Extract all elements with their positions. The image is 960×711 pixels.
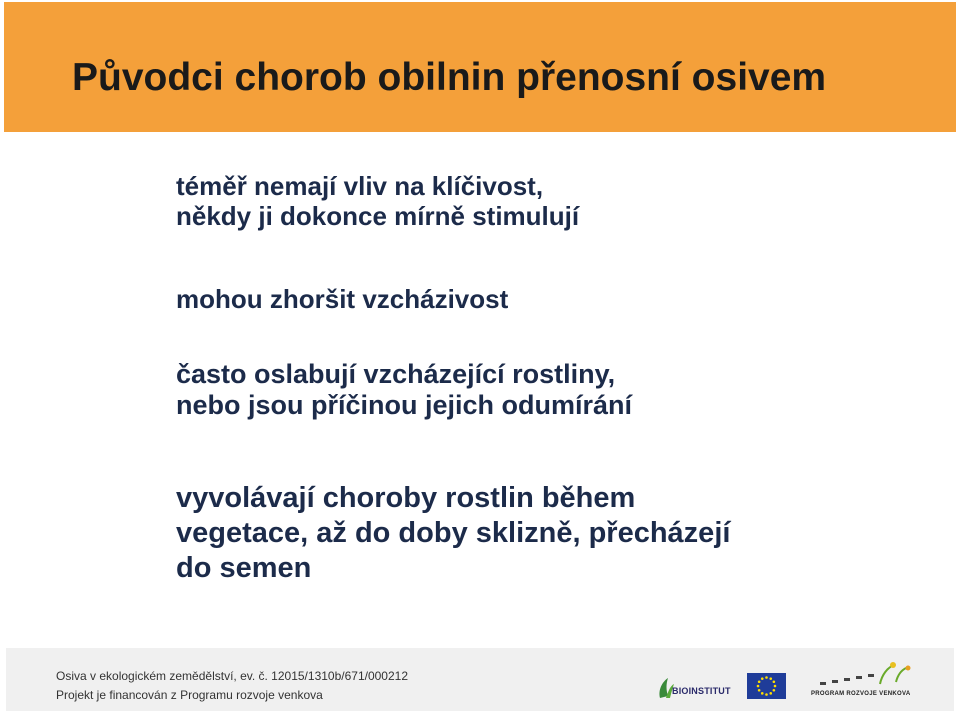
- bullet-line: mohou zhoršit vzcházivost: [176, 284, 509, 314]
- bullet-point-1: [176, 172, 579, 232]
- bullet-line: často oslabují vzcházející rostliny,: [176, 359, 616, 389]
- bullet-line: téměř nemají vliv na klíčivost,: [176, 171, 544, 201]
- page-title: Původci chorob obilnin přenosní osivem: [72, 56, 827, 99]
- footer-funding-text: Projekt je financován z Programu rozvoje venkova: [56, 688, 323, 702]
- bullet-point-4: [176, 481, 730, 585]
- footer-project-text: Osiva v ekologickém zemědělství, ev. č. 12015/1310b/671/000212: [56, 669, 408, 683]
- bullet-line: do semen: [176, 551, 312, 584]
- bullet-point-2: [176, 285, 508, 315]
- bullet-line: nebo jsou příčinou jejich odumírání: [176, 390, 633, 421]
- eu-flag-icon: [747, 673, 786, 699]
- bullet-point-3: [176, 359, 632, 421]
- prv-logo-text: PROGRAM ROZVOJE VENKOVA: [811, 691, 911, 697]
- prv-logo-icon: [810, 660, 920, 690]
- bullet-line: vegetace, až do doby sklizně, přecházejí: [176, 516, 731, 549]
- bioinstitut-logo-text: BIOINSTITUT: [672, 686, 731, 696]
- bullet-line: vyvolávají choroby rostlin během: [176, 482, 636, 514]
- bullet-line: někdy ji dokonce mírně stimulují: [176, 200, 580, 231]
